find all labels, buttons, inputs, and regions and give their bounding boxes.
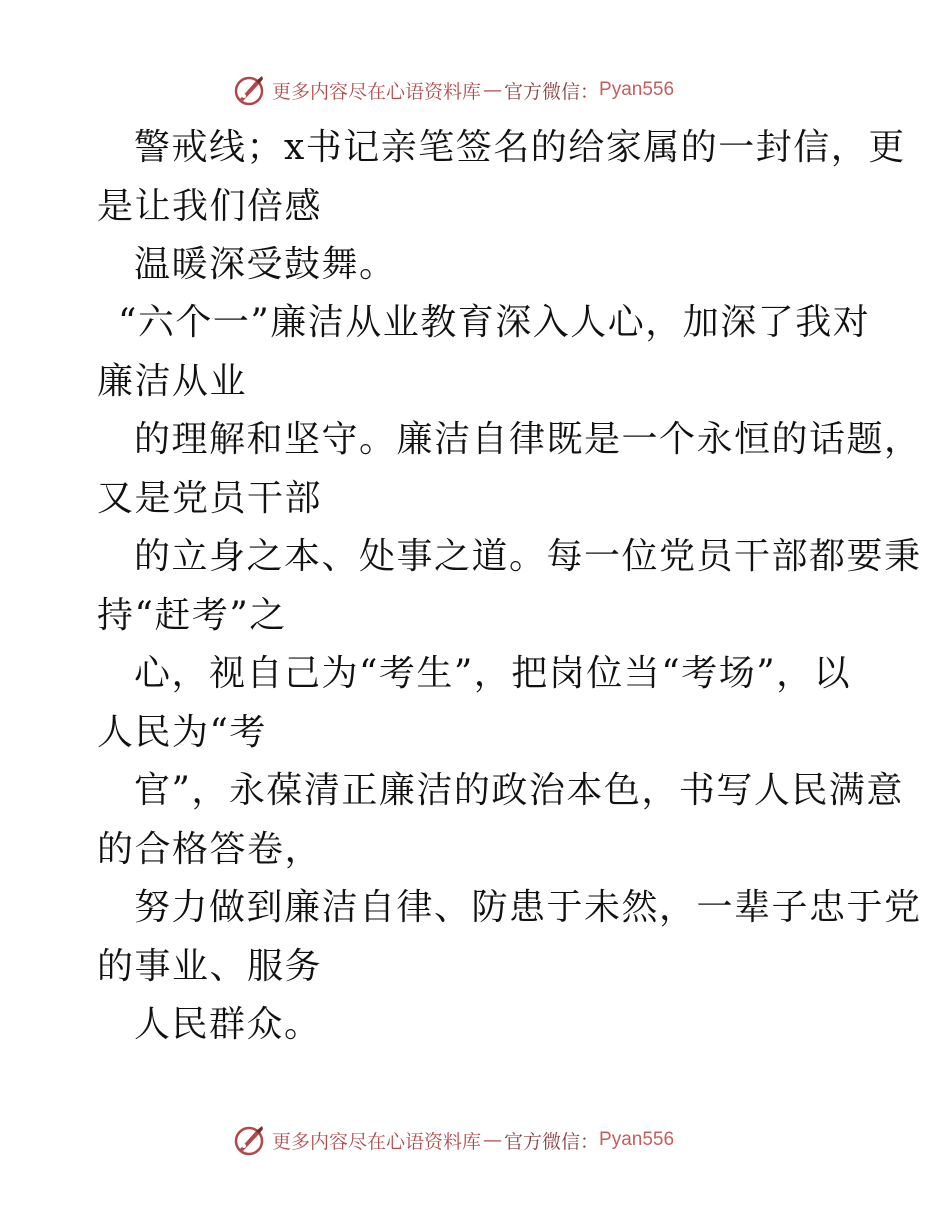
header-dash: — xyxy=(483,79,503,101)
body-line: 的立身之本、处事之道。每一位党员干部都要秉 xyxy=(134,536,922,577)
footer-brand-text: 更多内容尽在心语资料库 xyxy=(272,1130,482,1153)
body-line: 的合格答卷， xyxy=(97,829,323,870)
body-line: 是让我们倍感 xyxy=(97,186,323,227)
body-line: 又是党员干部 xyxy=(97,478,323,519)
body-line: 的事业、服务 xyxy=(97,946,323,987)
header-wechat-label: 官方微信： xyxy=(504,80,600,103)
body-line: 警戒线；x书记亲笔签名的给家属的一封信，更 xyxy=(134,127,906,168)
footer-dash: — xyxy=(483,1129,503,1151)
body-line: 心，视自己为“考生”，把岗位当“考场”，以 xyxy=(134,653,852,694)
quill-logo-icon xyxy=(232,1123,266,1157)
body-line: 官”，永葆清正廉洁的政治本色，书写人民满意 xyxy=(134,770,904,811)
body-line: 努力做到廉洁自律、防患于未然，一辈子忠于党 xyxy=(134,887,922,928)
quill-logo-icon xyxy=(232,73,266,107)
body-line: 人民为“考 xyxy=(97,712,267,753)
body-line: 廉洁从业 xyxy=(97,361,248,402)
body-line: “六个一”廉洁从业教育深入人心，加深了我对 xyxy=(118,302,871,343)
header-banner xyxy=(232,72,732,108)
body-line: 人民群众。 xyxy=(134,1004,322,1045)
footer-banner xyxy=(232,1122,732,1158)
body-line: 持“赶考”之 xyxy=(97,595,287,636)
footer-wechat-handle: Pyan556 xyxy=(599,1129,675,1150)
body-line: 温暖深受鼓舞。 xyxy=(134,244,397,285)
header-wechat-handle: Pyan556 xyxy=(599,79,675,100)
header-brand-text: 更多内容尽在心语资料库 xyxy=(272,80,482,103)
footer-wechat-label: 官方微信： xyxy=(504,1130,600,1153)
body-line: 的理解和坚守。廉洁自律既是一个永恒的话题， xyxy=(134,419,922,460)
